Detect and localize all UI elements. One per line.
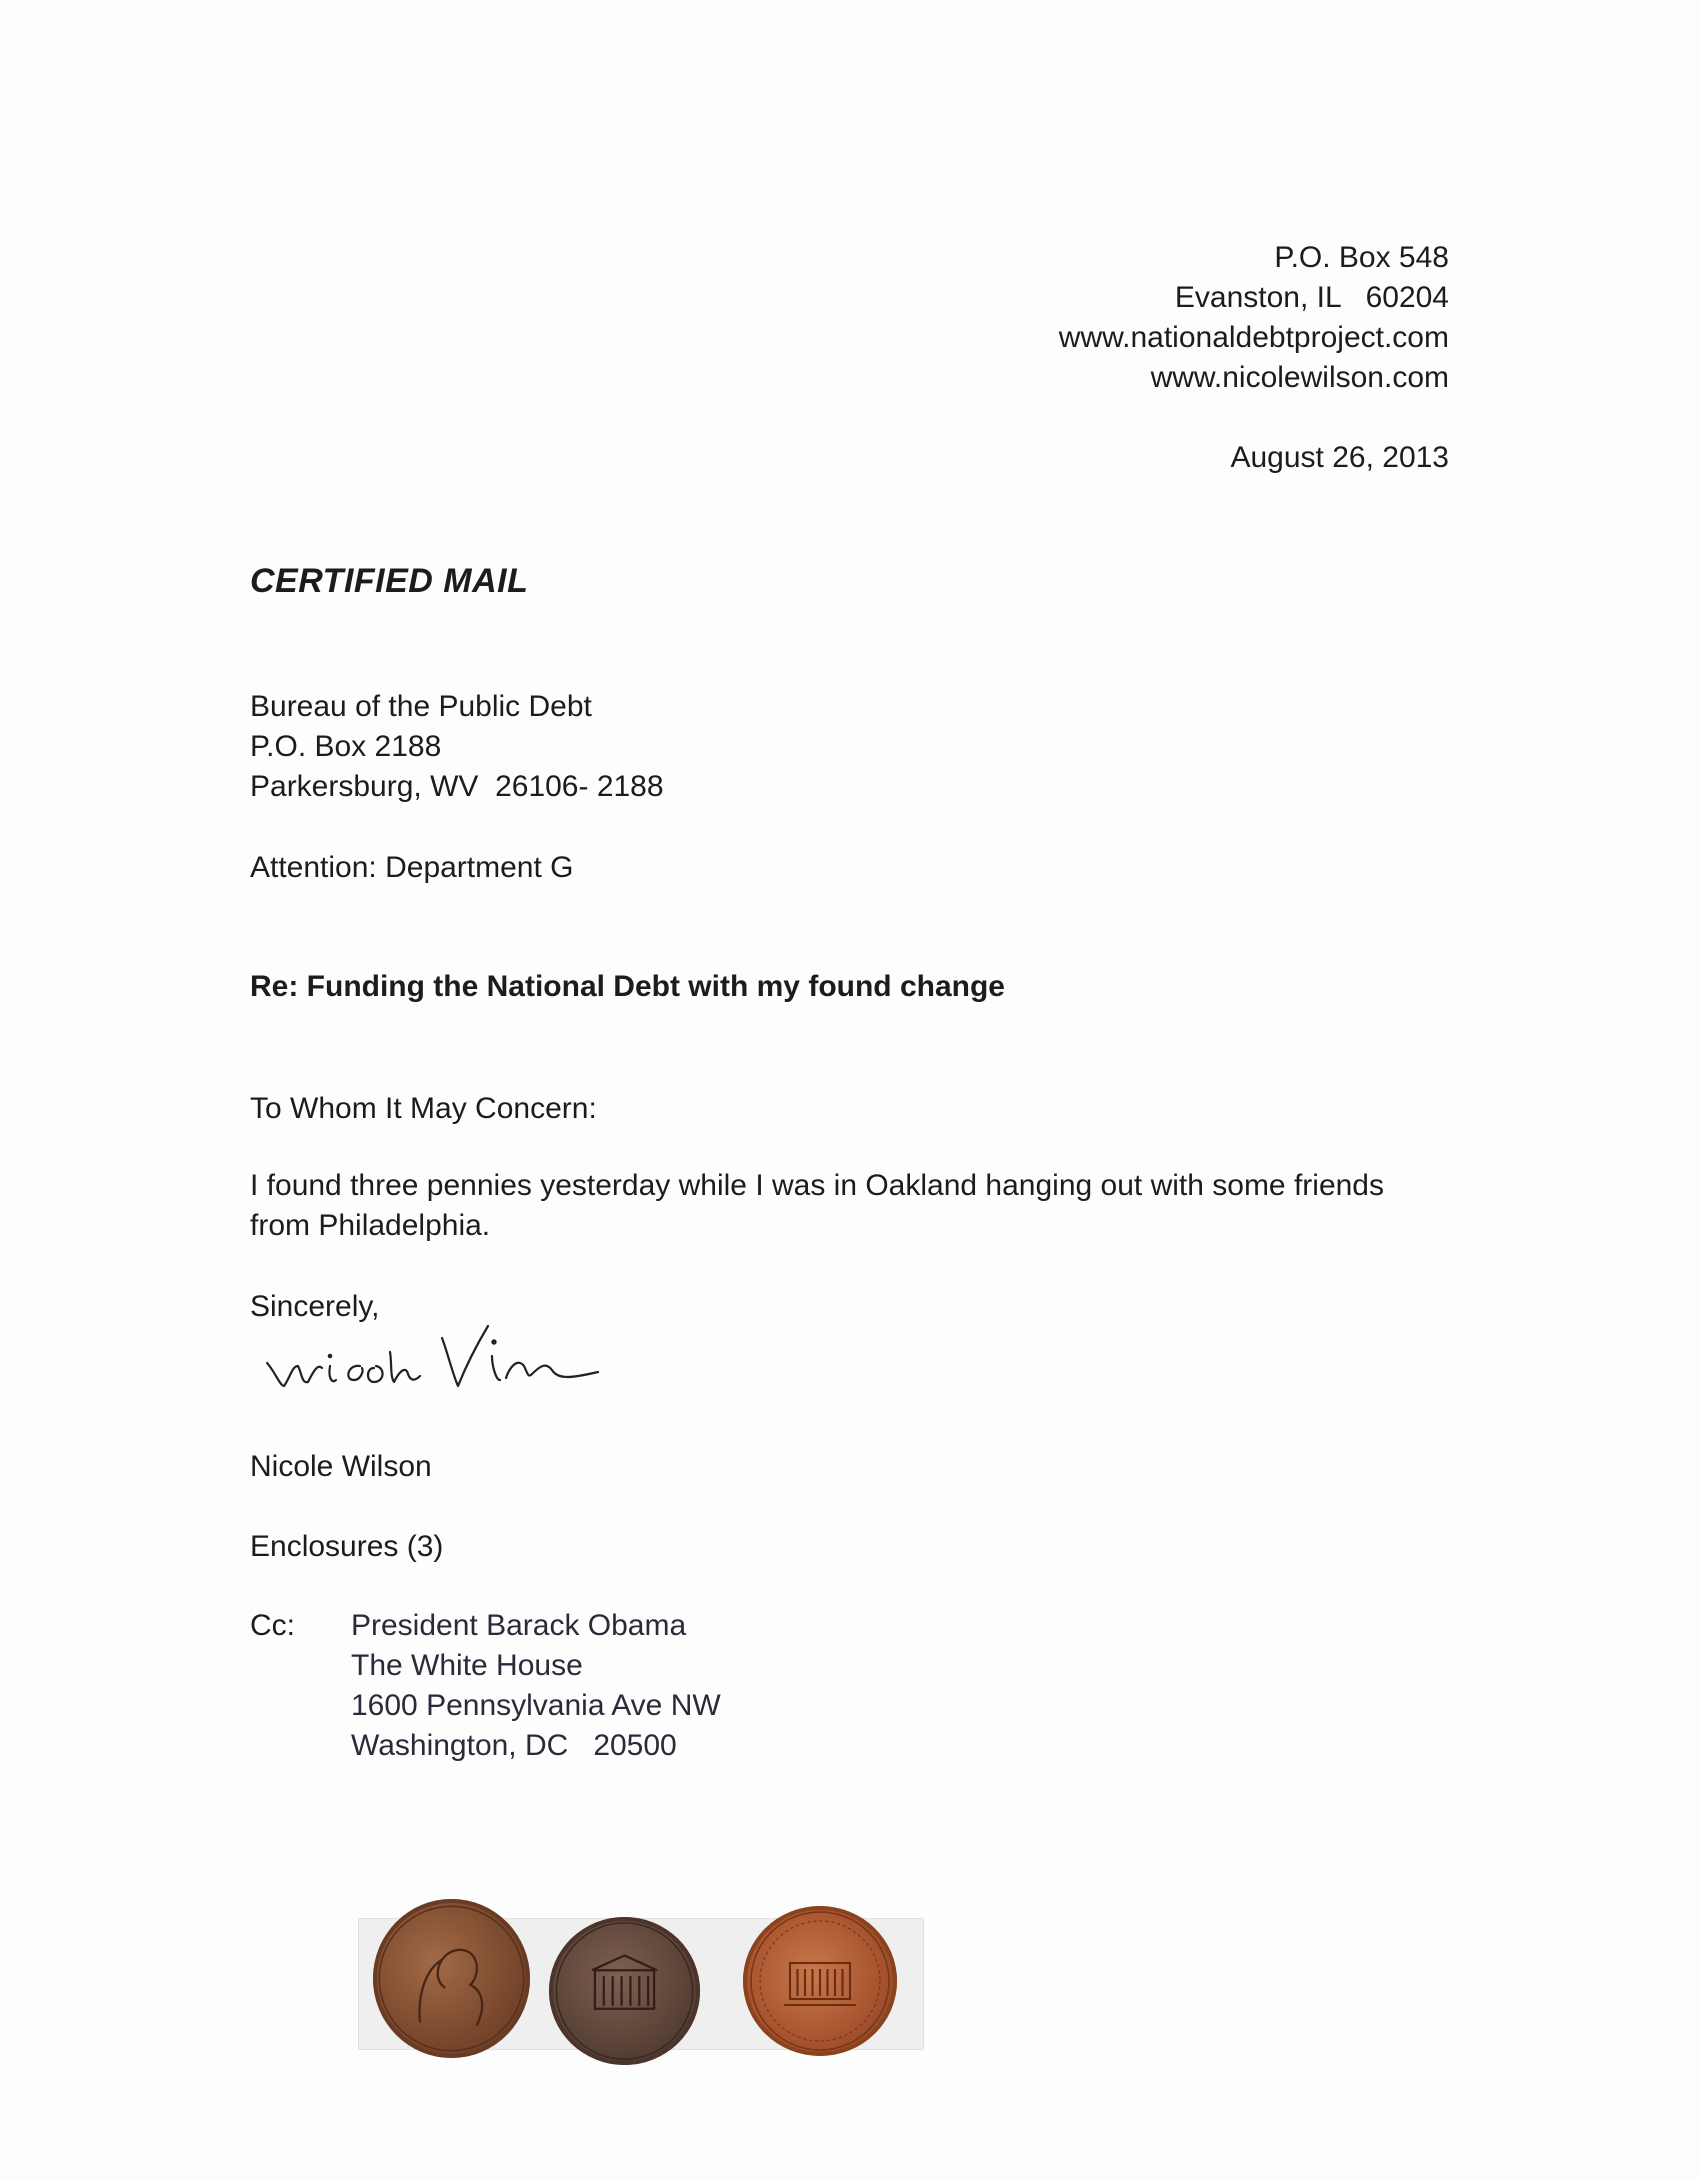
recipient-po-box: P.O. Box 2188 xyxy=(250,730,442,763)
body-paragraph: I found three pennies yesterday while I was in Oakland hanging out with some friends from Philadelphia. xyxy=(250,1169,1384,1242)
cc-name: President Barack Obama xyxy=(351,1609,687,1642)
cc-label: Cc: xyxy=(250,1609,295,1642)
recipient-address xyxy=(250,687,664,807)
enclosures-note: Enclosures (3) xyxy=(250,1530,444,1563)
cc-recipient xyxy=(351,1606,721,1766)
penny-reverse-image xyxy=(743,1906,897,2056)
recipient-city: Parkersburg, WV 26106- 2188 xyxy=(250,770,664,803)
penny-reverse-worn-image xyxy=(549,1917,700,2065)
salutation: To Whom It May Concern: xyxy=(250,1092,597,1125)
signer-name: Nicole Wilson xyxy=(250,1450,432,1483)
sender-city: Evanston, IL 60204 xyxy=(1174,281,1449,314)
sender-website-1: www.nationaldebtproject.com xyxy=(1058,321,1449,354)
subject-line: Re: Funding the National Debt with my found change xyxy=(250,970,1005,1003)
cc-city: Washington, DC 20500 xyxy=(351,1729,677,1762)
certified-mail-heading: CERTIFIED MAIL xyxy=(250,562,529,600)
letter-date: August 26, 2013 xyxy=(1230,441,1449,474)
cc-org: The White House xyxy=(351,1649,583,1682)
penny-obverse-image xyxy=(373,1899,530,2058)
sender-address xyxy=(1059,238,1449,398)
recipient-name: Bureau of the Public Debt xyxy=(250,690,592,723)
handwritten-signature xyxy=(262,1308,672,1408)
attention-line: Attention: Department G xyxy=(250,851,574,884)
cc-street: 1600 Pennsylvania Ave NW xyxy=(351,1689,721,1722)
sender-website-2: www.nicolewilson.com xyxy=(1150,361,1449,394)
closing: Sincerely, xyxy=(250,1290,380,1323)
sender-po-box: P.O. Box 548 xyxy=(1274,241,1449,274)
